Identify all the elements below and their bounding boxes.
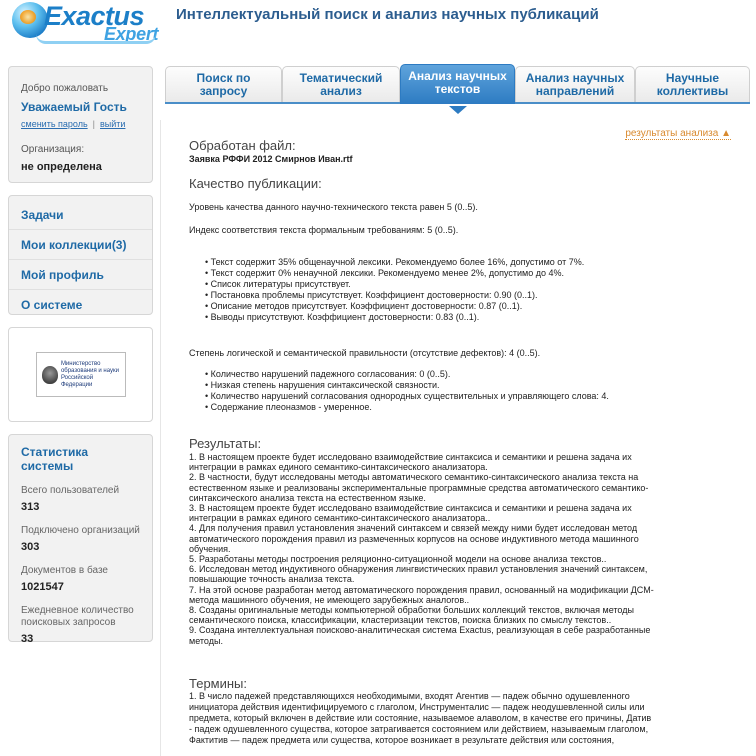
results-line: синтаксического анализа текста на естественном языке. [189, 492, 426, 503]
analysis-content-inner [175, 126, 741, 756]
account-links [21, 119, 140, 129]
results-line: методы. [189, 635, 223, 646]
results-line: интеграции в рамках единого семантико-синтаксического анализатора.. [189, 513, 491, 524]
tab-query-search[interactable] [165, 66, 282, 102]
terms-line: инициатора действия идентифицируемого с глаголом, Инструменталис — падеж неодушевленной силы или [189, 702, 645, 712]
sidebar-item-tasks[interactable]: Задачи [9, 200, 152, 230]
tab-line2: коллективы [656, 84, 729, 98]
results-line: естественном языке и реализованы экспериментальные программные средства автоматического семантико- [189, 482, 649, 493]
list-item: • Постановка проблемы присутствует. Коэффициент достоверности: 0.90 (0..1). [205, 290, 735, 301]
tab-bar [165, 66, 750, 104]
stat-label-queries: Ежедневное количество поисковых запросов [21, 605, 134, 628]
ministry-line2: образования и науки [60, 367, 119, 374]
logo-main-text: Exactus [44, 1, 145, 31]
terms-line: 1. В число падежей представляющихся необходимыми, входят Агентив — падеж обычно одушевленного [189, 691, 630, 701]
logo-sub-text: Expert [104, 24, 159, 44]
results-line: 8. Созданы оригинальные методы компьютерной обработки больших коллекций текстов, включая методы [189, 605, 634, 616]
welcome-greeting: Добро пожаловать [21, 83, 109, 94]
results-heading: Результаты: [189, 436, 262, 451]
sidebar-item-about[interactable]: О системе [21, 298, 83, 312]
organization-label: Организация: [21, 144, 85, 155]
stat-label-users: Всего пользователей [21, 485, 120, 496]
change-password-link[interactable]: сменить пароль [21, 119, 88, 129]
tab-line1: Тематический [299, 71, 383, 85]
ministry-line3: Российской Федерации [60, 374, 94, 388]
terms-line: предмета, который включен в действие или состояние, называемое алаволом, в качестве его причины, Датив [189, 713, 652, 723]
site-title: Интеллектуальный поиск и анализ научных публикаций [176, 6, 599, 23]
tab-line1: Научные [665, 71, 720, 85]
sidebar-item-profile[interactable]: Мой профиль [9, 260, 152, 290]
results-line: повышающие точность анализа текста. [189, 574, 355, 585]
tab-line2: текстов [434, 82, 481, 96]
stat-label-docs: Документов в базе [21, 565, 108, 576]
sidebar [8, 66, 153, 654]
logic-degree: Степень логической и семантической правильности (отсутствие дефектов): 4 (0..5). [189, 348, 541, 358]
welcome-panel [8, 66, 153, 183]
organization-value: не определена [21, 161, 102, 173]
results-line: семантического поиска, классификации, кластеризации текстов, поиска близких по смыслу текстов.. [189, 615, 612, 626]
terms-heading: Термины: [189, 676, 248, 691]
tab-line2: запросу [199, 84, 248, 98]
results-line: 5. Разработаны методы построения реляционно-ситуационной модели на основе анализа текстов.. [189, 554, 607, 565]
user-name: Уважаемый Гость [21, 100, 127, 114]
ministry-line1: Министерство [60, 360, 101, 367]
stats-panel [8, 434, 153, 645]
stat-value-users: 313 [21, 501, 40, 513]
sidebar-item-collections[interactable]: Мои коллекции(3) [9, 230, 152, 260]
tab-text-analysis[interactable] [400, 64, 515, 104]
results-line: обучения. [189, 543, 231, 554]
stat-value-docs: 1021547 [21, 581, 64, 593]
results-toggle-link[interactable]: результаты анализа ▲ [625, 128, 731, 139]
logic-bullets [205, 369, 735, 413]
quality-bullets [205, 257, 735, 323]
tab-line1: Анализ научных [408, 69, 507, 83]
stat-value-orgs: 303 [21, 541, 40, 553]
tab-line1: Поиск по [196, 71, 251, 85]
results-list [189, 452, 737, 646]
stat-value-queries: 33 [21, 633, 34, 645]
conformity-index: Индекс соответствия текста формальным требованиям: 5 (0..5). [189, 225, 459, 235]
tab-research-teams[interactable] [635, 66, 750, 102]
list-item: • Количество нарушений согласования однородных существительных и управляющего слова: 4. [205, 391, 735, 402]
quality-heading: Качество публикации: [189, 176, 322, 191]
file-name: Заявка РФФИ 2012 Смирнов Иван.rtf [189, 154, 353, 164]
results-line: метода машинного обучения, не имеющего зарубежных аналогов.. [189, 594, 470, 605]
tab-line1: Анализ научных [525, 71, 625, 85]
analysis-content [175, 126, 750, 756]
stat-label-orgs: Подключено организаций [21, 525, 140, 536]
tab-line2: анализ [320, 84, 362, 98]
results-line: интеграции в рамках единого семантико-синтаксического анализатора. [189, 462, 488, 473]
results-line: 3. В настоящем проекте будет исследовано взаимодействие синтаксиса и семантики и решена задача их [189, 503, 632, 514]
tab-thematic-analysis[interactable] [282, 66, 400, 102]
results-line: 4. Для получения правил установления значений синтаксем и связей между ними будет исследован метод [189, 523, 638, 534]
list-item: • Содержание плеоназмов - умеренное. [205, 402, 735, 413]
list-item: • Низкая степень нарушения синтаксической связности. [205, 380, 735, 391]
header [0, 0, 756, 60]
list-item: • Текст содержит 0% ненаучной лексики. Рекомендуемо менее 2%, допустимо до 4%. [205, 268, 735, 279]
globe-icon [12, 2, 48, 38]
stats-title: Статистика системы [21, 445, 89, 473]
tab-directions-analysis[interactable] [515, 66, 635, 102]
terms-line: Фактитив — падеж предмета или существа, которое возникает в результате действия или состояния, [189, 735, 615, 745]
results-line: 6. Исследован метод индуктивного обнаружения лингвистических правил установления значений синтаксем, [189, 564, 648, 575]
terms-list [189, 691, 737, 746]
tab-line2: направлений [535, 84, 615, 98]
quality-level: Уровень качества данного научно-технического текста равен 5 (0..5). [189, 202, 478, 212]
eagle-emblem-icon [41, 364, 57, 386]
link-separator: | [92, 119, 95, 129]
terms-line: - падеж одушевленного существа, которое затрагивается состоянием или действием, называемым глаголом, [189, 724, 649, 734]
results-line: 2. В частности, будут исследованы методы автоматического семантико-синтаксического анализа текста на [189, 472, 639, 483]
results-line: 9. Создана интеллектуальная поисково-аналитическая система Exactus, реализующая в себе разработанные [189, 625, 651, 636]
ministry-text [61, 361, 121, 389]
exactus-logo[interactable] [8, 0, 158, 48]
results-line: 1. В настоящем проекте будет исследовано взаимодействие синтаксиса и семантики и решена задача их [189, 452, 632, 462]
results-line: автоматического порождения правил из размеченных корпусов на основе индуктивного метода машинного [189, 533, 639, 544]
file-heading: Обработан файл: [189, 138, 296, 153]
ministry-panel [8, 327, 153, 422]
sidebar-nav [8, 195, 153, 315]
list-item: • Количество нарушений падежного согласования: 0 (0..5). [205, 369, 735, 380]
results-line: 7. На этой основе разработан метод автоматического порождения правил, основанный на модификации ДСМ- [189, 584, 654, 595]
active-tab-pointer [449, 106, 467, 114]
list-item: • Описание методов присутствует. Коэффициент достоверности: 0.87 (0..1). [205, 301, 735, 312]
logo-swoosh [36, 34, 156, 44]
ministry-banner[interactable] [36, 352, 126, 397]
logout-link[interactable]: выйти [100, 119, 126, 129]
list-item: • Выводы присутствуют. Коэффициент достоверности: 0.83 (0..1). [205, 312, 735, 323]
list-item: • Текст содержит 35% общенаучной лексики. Рекомендуемо более 16%, допустимо от 7%. [205, 257, 735, 268]
list-item: • Список литературы присутствует. [205, 279, 735, 290]
sidebar-divider [160, 120, 161, 756]
